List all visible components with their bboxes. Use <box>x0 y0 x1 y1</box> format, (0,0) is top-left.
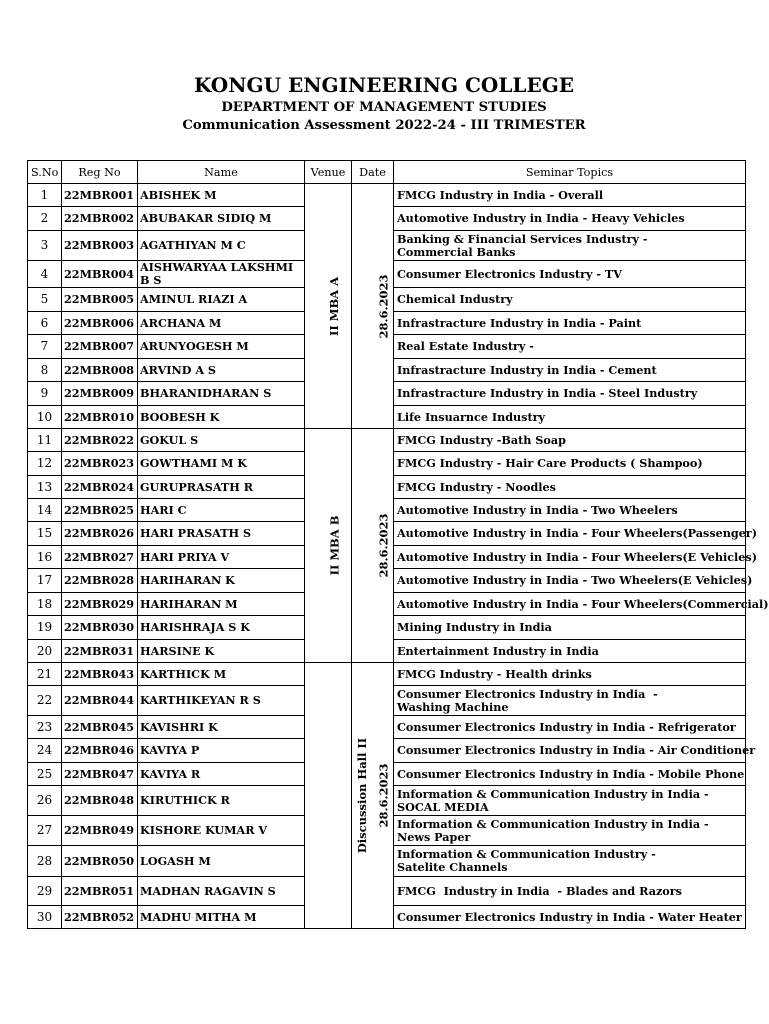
cell-seminar-topic: FMCG Industry in India - Blades and Razors <box>394 877 746 906</box>
cell-seminar-topic: Mining Industry in India <box>394 616 746 640</box>
cell-name: GOKUL S <box>138 429 305 452</box>
cell-seminar-topic: Automotive Industry in India - Four Wheelers(Commercial) <box>394 593 746 616</box>
cell-date <box>352 184 394 429</box>
table-body <box>28 184 769 929</box>
cell-reg-no: 22MBR022 <box>62 429 138 452</box>
table-row <box>28 184 746 207</box>
cell-seminar-topic: Chemical Industry <box>394 288 746 312</box>
cell-name: LOGASH M <box>138 846 305 877</box>
cell-sno: 19 <box>28 616 62 640</box>
cell-seminar-topic: Banking & Financial Services Industry - Commercial Banks <box>394 231 746 261</box>
schedule-table <box>27 160 769 929</box>
cell-name: BOOBESH K <box>138 406 305 429</box>
cell-reg-no: 22MBR028 <box>62 569 138 593</box>
cell-seminar-topic: Consumer Electronics Industry in India - Water Heater <box>394 906 746 929</box>
venue-label: Discussion Hall II <box>355 737 370 854</box>
cell-sno: 4 <box>28 261 62 288</box>
cell-name: BHARANIDHARAN S <box>138 382 305 406</box>
cell-reg-no: 22MBR004 <box>62 261 138 288</box>
cell-name: KISHORE KUMAR V <box>138 816 305 846</box>
cell-sno: 28 <box>28 846 62 877</box>
cell-sno: 3 <box>28 231 62 261</box>
cell-name: GOWTHAMI M K <box>138 452 305 476</box>
cell-seminar-topic: Automotive Industry in India - Four Wheelers(E Vehicles) <box>394 546 746 569</box>
cell-reg-no: 22MBR030 <box>62 616 138 640</box>
cell-name: GURUPRASATH R <box>138 476 305 499</box>
col-header-venue: Venue <box>305 161 352 184</box>
cell-seminar-topic: Information & Communication Industry in India - SOCAL MEDIA <box>394 786 746 816</box>
cell-name: HARIHARAN K <box>138 569 305 593</box>
cell-sno: 11 <box>28 429 62 452</box>
cell-name: KAVIYA P <box>138 739 305 763</box>
cell-seminar-topic: FMCG Industry - Health drinks <box>394 663 746 686</box>
cell-sno: 6 <box>28 312 62 335</box>
cell-reg-no: 22MBR005 <box>62 288 138 312</box>
cell-venue <box>305 429 352 663</box>
cell-seminar-topic: Infrastracture Industry in India - Paint <box>394 312 746 335</box>
cell-reg-no: 22MBR046 <box>62 739 138 763</box>
cell-sno: 22 <box>28 686 62 716</box>
cell-seminar-topic: Automotive Industry in India - Heavy Vehicles <box>394 207 746 231</box>
cell-name: ARUNYOGESH M <box>138 335 305 359</box>
cell-name: HARI C <box>138 499 305 522</box>
cell-name: ARCHANA M <box>138 312 305 335</box>
assessment-subtitle: Communication Assessment 2022-24 - III TRIMESTER <box>182 118 586 133</box>
cell-reg-no: 22MBR025 <box>62 499 138 522</box>
cell-name: KARTHIKEYAN R S <box>138 686 305 716</box>
cell-sno: 30 <box>28 906 62 929</box>
cell-sno: 1 <box>28 184 62 207</box>
col-header-date: Date <box>352 161 394 184</box>
cell-sno: 18 <box>28 593 62 616</box>
cell-reg-no: 22MBR043 <box>62 663 138 686</box>
cell-reg-no: 22MBR051 <box>62 877 138 906</box>
cell-sno: 5 <box>28 288 62 312</box>
venue-label: II MBA A <box>327 276 342 336</box>
cell-seminar-topic: Infrastracture Industry in India - Steel Industry <box>394 382 746 406</box>
cell-name: KARTHICK M <box>138 663 305 686</box>
cell-sno: 2 <box>28 207 62 231</box>
cell-sno: 29 <box>28 877 62 906</box>
cell-sno: 24 <box>28 739 62 763</box>
cell-name: KIRUTHICK R <box>138 786 305 816</box>
cell-sno: 23 <box>28 716 62 739</box>
cell-reg-no: 22MBR048 <box>62 786 138 816</box>
cell-reg-no: 22MBR003 <box>62 231 138 261</box>
venue-label: II MBA B <box>327 515 342 576</box>
cell-seminar-topic: FMCG Industry -Bath Soap <box>394 429 746 452</box>
cell-date <box>352 429 394 663</box>
cell-reg-no: 22MBR050 <box>62 846 138 877</box>
cell-reg-no: 22MBR027 <box>62 546 138 569</box>
cell-seminar-topic: Consumer Electronics Industry in India - Refrigerator <box>394 716 746 739</box>
cell-name: HARI PRASATH S <box>138 522 305 546</box>
cell-reg-no: 22MBR047 <box>62 763 138 786</box>
cell-name: ARVIND A S <box>138 359 305 382</box>
date-label: 28.6.2023 <box>376 513 391 578</box>
cell-seminar-topic: Consumer Electronics Industry in India - Air Conditioner <box>394 739 746 763</box>
cell-reg-no: 22MBR052 <box>62 906 138 929</box>
cell-sno: 26 <box>28 786 62 816</box>
cell-seminar-topic: Consumer Electronics Industry - TV <box>394 261 746 288</box>
cell-sno: 10 <box>28 406 62 429</box>
date-label: 28.6.2023 <box>376 763 391 828</box>
cell-seminar-topic: Consumer Electronics Industry in India - Mobile Phone <box>394 763 746 786</box>
cell-sno: 25 <box>28 763 62 786</box>
cell-seminar-topic: Real Estate Industry - <box>394 335 746 359</box>
col-header-name: Name <box>138 161 305 184</box>
department-title: DEPARTMENT OF MANAGEMENT STUDIES <box>221 100 547 115</box>
cell-seminar-topic: Automotive Industry in India - Two Wheelers <box>394 499 746 522</box>
table-header-row <box>28 161 746 184</box>
cell-seminar-topic: Entertainment Industry in India <box>394 640 746 663</box>
cell-name: MADHU MITHA M <box>138 906 305 929</box>
cell-name: HARISHRAJA S K <box>138 616 305 640</box>
cell-name: HARSINE K <box>138 640 305 663</box>
cell-sno: 9 <box>28 382 62 406</box>
cell-reg-no: 22MBR029 <box>62 593 138 616</box>
cell-name: AMINUL RIAZI A <box>138 288 305 312</box>
col-header-reg-no: Reg No <box>62 161 138 184</box>
cell-seminar-topic: Consumer Electronics Industry in India - Washing Machine <box>394 686 746 716</box>
cell-seminar-topic: Information & Communication Industry - Satelite Channels <box>394 846 746 877</box>
cell-reg-no: 22MBR002 <box>62 207 138 231</box>
cell-reg-no: 22MBR044 <box>62 686 138 716</box>
cell-reg-no: 22MBR045 <box>62 716 138 739</box>
college-title: KONGU ENGINEERING COLLEGE <box>193 73 575 97</box>
cell-reg-no: 22MBR009 <box>62 382 138 406</box>
cell-sno: 8 <box>28 359 62 382</box>
table-row <box>28 429 746 452</box>
cell-seminar-topic: FMCG Industry - Hair Care Products ( Shampoo) <box>394 452 746 476</box>
cell-reg-no: 22MBR001 <box>62 184 138 207</box>
cell-venue <box>305 184 352 429</box>
cell-name: ABUBAKAR SIDIQ M <box>138 207 305 231</box>
cell-sno: 27 <box>28 816 62 846</box>
cell-seminar-topic: FMCG Industry in India - Overall <box>394 184 746 207</box>
cell-name: AGATHIYAN M C <box>138 231 305 261</box>
cell-sno: 15 <box>28 522 62 546</box>
col-header-seminar-topics: Seminar Topics <box>394 161 746 184</box>
cell-sno: 16 <box>28 546 62 569</box>
cell-seminar-topic: Automotive Industry in India - Four Wheelers(Passenger) <box>394 522 746 546</box>
cell-sno: 17 <box>28 569 62 593</box>
cell-reg-no: 22MBR006 <box>62 312 138 335</box>
col-header-sno: S.No <box>28 161 62 184</box>
cell-reg-no: 22MBR007 <box>62 335 138 359</box>
cell-reg-no: 22MBR049 <box>62 816 138 846</box>
cell-reg-no: 22MBR031 <box>62 640 138 663</box>
cell-sno: 7 <box>28 335 62 359</box>
cell-name: MADHAN RAGAVIN S <box>138 877 305 906</box>
cell-seminar-topic: Automotive Industry in India - Two Wheelers(E Vehicles) <box>394 569 746 593</box>
date-label: 28.6.2023 <box>376 273 391 339</box>
cell-name: KAVIYA R <box>138 763 305 786</box>
cell-seminar-topic: Information & Communication Industry in India - News Paper <box>394 816 746 846</box>
cell-name: HARI PRIYA V <box>138 546 305 569</box>
cell-reg-no: 22MBR026 <box>62 522 138 546</box>
cell-reg-no: 22MBR023 <box>62 452 138 476</box>
cell-sno: 21 <box>28 663 62 686</box>
cell-seminar-topic: Infrastracture Industry in India - Cement <box>394 359 746 382</box>
cell-sno: 20 <box>28 640 62 663</box>
cell-seminar-topic: FMCG Industry - Noodles <box>394 476 746 499</box>
cell-reg-no: 22MBR008 <box>62 359 138 382</box>
cell-sno: 12 <box>28 452 62 476</box>
cell-name: HARIHARAN M <box>138 593 305 616</box>
cell-sno: 14 <box>28 499 62 522</box>
table-row <box>28 663 746 686</box>
cell-sno: 13 <box>28 476 62 499</box>
cell-seminar-topic: Life Insuarnce Industry <box>394 406 746 429</box>
cell-venue <box>305 663 370 929</box>
cell-name: ABISHEK M <box>138 184 305 207</box>
cell-name: AISHWARYAA LAKSHMI B S <box>138 261 305 288</box>
cell-reg-no: 22MBR024 <box>62 476 138 499</box>
cell-reg-no: 22MBR010 <box>62 406 138 429</box>
cell-name: KAVISHRI K <box>138 716 305 739</box>
